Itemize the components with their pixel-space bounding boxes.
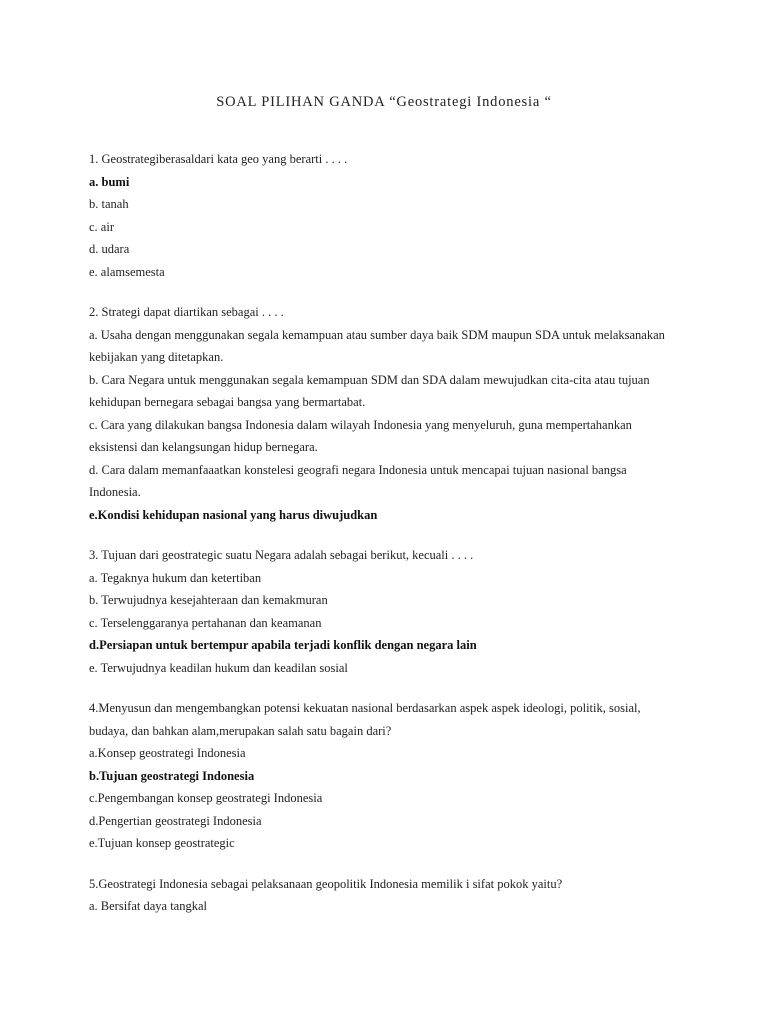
answer-option: a. Tegaknya hukum dan ketertiban	[89, 570, 262, 585]
answer-option: c. Terselenggaranya pertahanan dan keamanan	[89, 615, 322, 630]
answer-option: b. tanah	[89, 197, 129, 211]
answer-option: budaya, dan bahkan alam,merupakan salah satu bagain dari?	[89, 723, 392, 738]
answer-option: d. udara	[89, 242, 130, 256]
question-2	[89, 301, 689, 526]
answer-option: eksistensi dan kelangsungan hidup bernegara.	[89, 440, 318, 454]
answer-option-correct: a. bumi	[89, 174, 130, 189]
question-5	[89, 873, 689, 918]
question-1	[89, 148, 689, 283]
question-text: 5.Geostrategi Indonesia sebagai pelaksanaan geopolitik Indonesia memilik i sifat pokok yaitu?	[89, 876, 563, 891]
answer-option: Indonesia.	[89, 485, 141, 499]
question-list	[89, 148, 689, 936]
document-title: SOAL PILIHAN GANDA “Geostrategi Indonesia “	[216, 94, 552, 110]
answer-option: c. air	[89, 219, 114, 234]
answer-option: a. Usaha dengan menggunakan segala kemampuan atau sumber daya baik SDM maupun SDA untuk melaksanakan	[89, 327, 665, 342]
answer-option: b. Cara Negara untuk menggunakan segala kemampuan SDM dan SDA dalam mewujudkan cita-cita atau tujuan	[89, 372, 650, 387]
answer-option: c. Cara yang dilakukan bangsa Indonesia dalam wilayah Indonesia yang menyeluruh, guna mempertahankan	[89, 417, 632, 432]
answer-option: a.Konsep geostrategi Indonesia	[89, 746, 246, 760]
answer-option: e. alamsemesta	[89, 264, 165, 279]
answer-option-correct: d.Persiapan untuk bertempur apabila terjadi konflik dengan negara lain	[89, 638, 477, 652]
question-text: 2. Strategi dapat diartikan sebagai . . . .	[89, 305, 284, 319]
question-text: 1. Geostrategiberasaldari kata geo yang berarti . . . .	[89, 152, 348, 166]
answer-option-correct: e.Kondisi kehidupan nasional yang harus diwujudkan	[89, 507, 378, 522]
answer-option: e. Terwujudnya keadilan hukum dan keadilan sosial	[89, 660, 348, 675]
answer-option: kebijakan yang ditetapkan.	[89, 350, 224, 364]
answer-option: a. Bersifat daya tangkal	[89, 899, 208, 913]
question-text: 4.Menyusun dan mengembangkan potensi kekuatan nasional berdasarkan aspek aspek ideologi, politik, sosial,	[89, 701, 641, 715]
answer-option: d.Pengertian geostrategi Indonesia	[89, 813, 262, 828]
question-4	[89, 697, 689, 855]
answer-option-correct: b.Tujuan geostrategi Indonesia	[89, 768, 255, 783]
question-text: 3. Tujuan dari geostrategic suatu Negara adalah sebagai berikut, kecuali . . . .	[89, 548, 474, 562]
answer-option: b. Terwujudnya kesejahteraan dan kemakmuran	[89, 593, 328, 607]
answer-option: kehidupan bernegara sebagai bangsa yang bermartabat.	[89, 395, 366, 409]
answer-option: e.Tujuan konsep geostrategic	[89, 836, 235, 850]
question-3	[89, 544, 689, 679]
answer-option: d. Cara dalam memanfaaatkan konstelesi geografi negara Indonesia untuk mencapai tujuan nasional bangsa	[89, 462, 627, 477]
answer-option: c.Pengembangan konsep geostrategi Indonesia	[89, 791, 323, 805]
